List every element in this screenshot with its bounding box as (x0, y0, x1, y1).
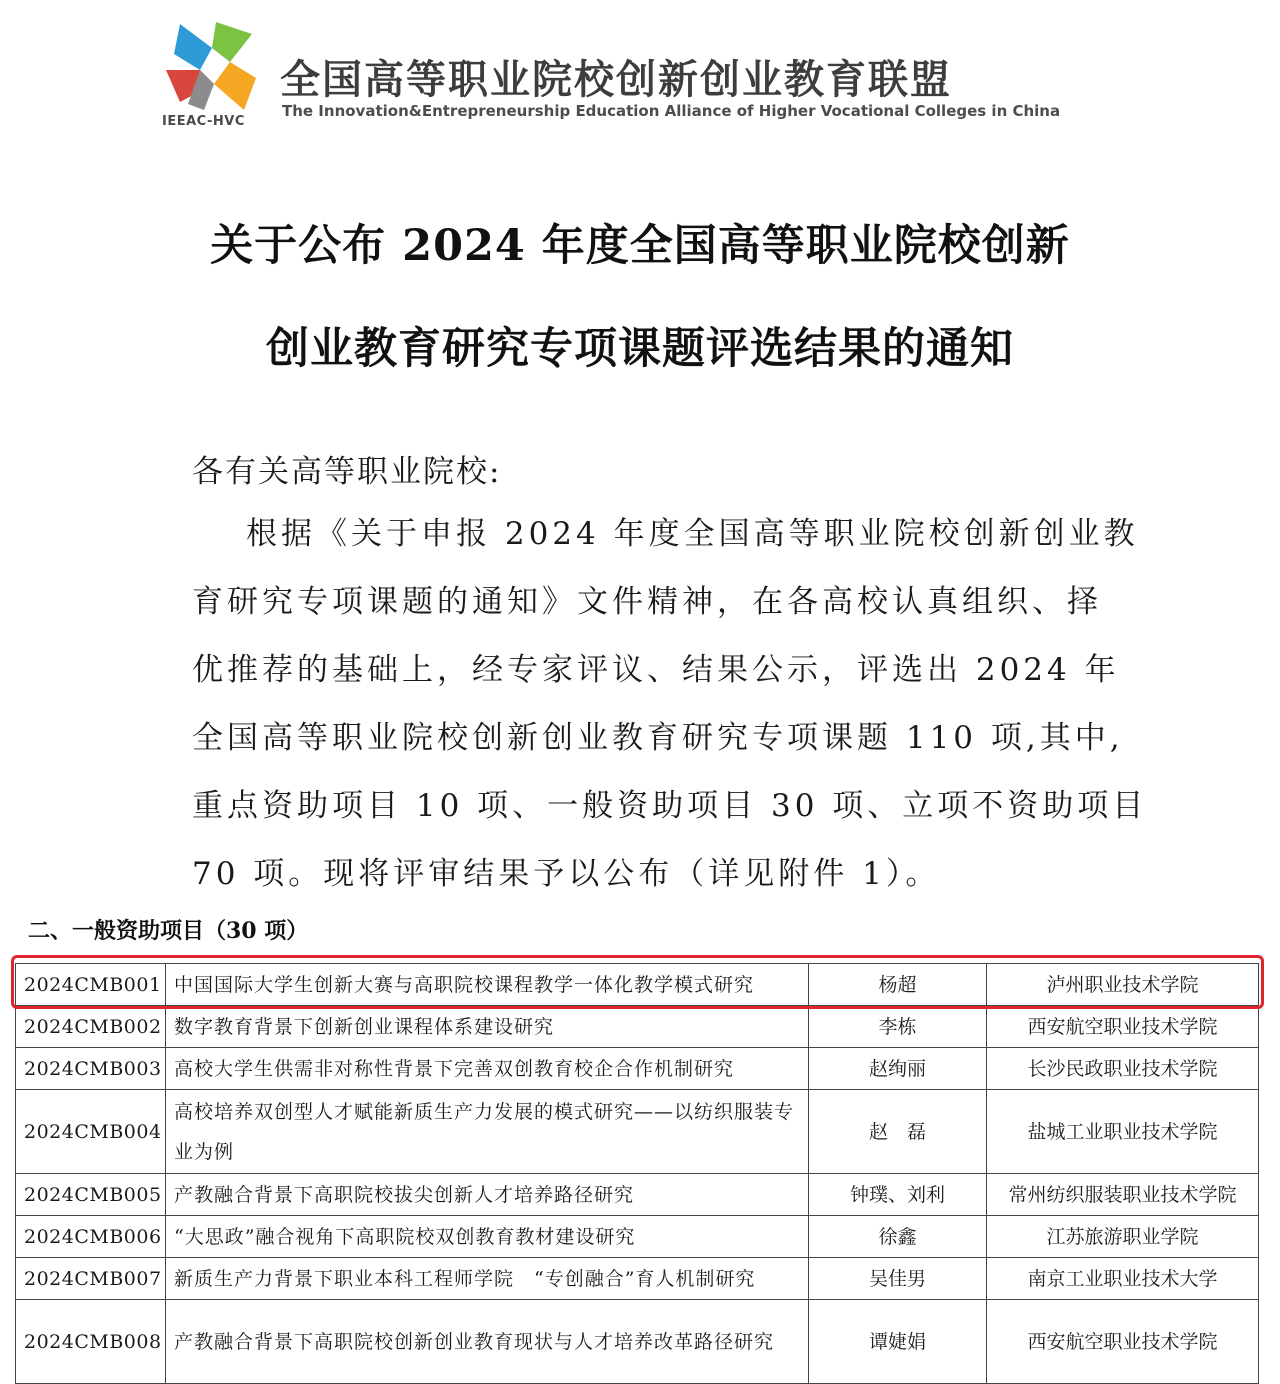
table-row (16, 1048, 1259, 1090)
org-name-en: The Innovation&Entrepreneurship Education Alliance of Higher Vocational Colleges in China (282, 102, 1061, 120)
highlight-box (11, 955, 1264, 1009)
project-school: 江苏旅游职业学院 (987, 1216, 1259, 1258)
body-line-5: 重点资助项目 10 项、一般资助项目 30 项、立项不资助项目 (192, 788, 1148, 824)
project-school: 常州纺织服装职业技术学院 (987, 1174, 1259, 1216)
org-name-cn: 全国高等职业院校创新创业教育联盟 (280, 57, 952, 103)
table-row (16, 1006, 1259, 1048)
project-topic: 高校培养双创型人才赋能新质生产力发展的模式研究——以纺织服装专业为例 (166, 1090, 809, 1174)
body-line-3: 优推荐的基础上，经专家评议、结果公示，评选出 2024 年 (192, 652, 1120, 688)
table-row (16, 1258, 1259, 1300)
project-lead: 李栋 (809, 1006, 987, 1048)
document-title-line-2: 创业教育研究专项课题评选结果的通知 (266, 324, 1014, 374)
project-topic: “大思政”融合视角下高职院校双创教育教材建设研究 (166, 1216, 809, 1258)
project-topic: 新质生产力背景下职业本科工程师学院 “专创融合”育人机制研究 (166, 1258, 809, 1300)
project-lead: 杨超 (809, 964, 987, 1006)
project-lead: 赵绚丽 (809, 1048, 987, 1090)
project-school: 盐城工业职业技术学院 (987, 1090, 1259, 1174)
project-code: 2024CMB002 (16, 1006, 166, 1048)
body-line-2: 育研究专项课题的通知》文件精神，在各高校认真组织、择 (192, 584, 1102, 620)
body-line-1: 根据《关于申报 2024 年度全国高等职业院校创新创业教 (246, 516, 1139, 552)
project-code: 2024CMB007 (16, 1258, 166, 1300)
salutation: 各有关高等职业院校: (192, 454, 502, 490)
project-lead: 吴佳男 (809, 1258, 987, 1300)
project-topic: 中国国际大学生创新大赛与高职院校课程教学一体化教学模式研究 (166, 964, 809, 1006)
table-row (16, 1090, 1259, 1174)
project-table (15, 963, 1259, 1384)
project-lead: 谭婕娟 (809, 1300, 987, 1384)
project-code: 2024CMB006 (16, 1216, 166, 1258)
project-school: 长沙民政职业技术学院 (987, 1048, 1259, 1090)
project-code: 2024CMB005 (16, 1174, 166, 1216)
project-code: 2024CMB004 (16, 1090, 166, 1174)
project-topic: 数字教育背景下创新创业课程体系建设研究 (166, 1006, 809, 1048)
project-code: 2024CMB003 (16, 1048, 166, 1090)
project-lead: 徐鑫 (809, 1216, 987, 1258)
project-lead: 钟璞、刘利 (809, 1174, 987, 1216)
letterhead (160, 18, 1120, 138)
project-school: 西安航空职业技术学院 (987, 1300, 1259, 1384)
body-line-4: 全国高等职业院校创新创业教育研究专项课题 110 项,其中, (192, 720, 1124, 756)
project-school: 泸州职业技术学院 (987, 964, 1259, 1006)
project-code: 2024CMB001 (16, 964, 166, 1006)
project-lead: 赵 磊 (809, 1090, 987, 1174)
project-topic: 产教融合背景下高职院校创新创业教育现状与人才培养改革路径研究 (166, 1300, 809, 1384)
project-code: 2024CMB008 (16, 1300, 166, 1384)
project-topic: 高校大学生供需非对称性背景下完善双创教育校企合作机制研究 (166, 1048, 809, 1090)
project-school: 西安航空职业技术学院 (987, 1006, 1259, 1048)
project-topic: 产教融合背景下高职院校拔尖创新人才培养路径研究 (166, 1174, 809, 1216)
project-school: 南京工业职业技术大学 (987, 1258, 1259, 1300)
document-title-line-1: 关于公布 2024 年度全国高等职业院校创新 (210, 221, 1070, 271)
table-row (16, 1174, 1259, 1216)
alliance-logo (160, 18, 264, 138)
section-title: 二、一般资助项目（30 项） (28, 918, 309, 944)
table-row (16, 1216, 1259, 1258)
logo-text: IEEAC-HVC (162, 114, 245, 129)
body-line-6: 70 项。现将评审结果予以公布（详见附件 1）。 (192, 856, 941, 892)
